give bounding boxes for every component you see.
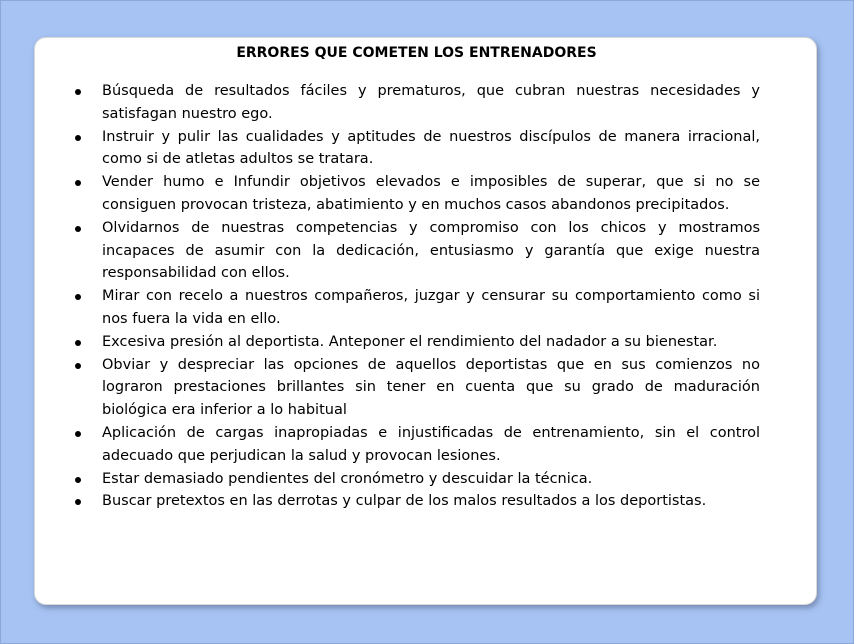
list-item (102, 354, 760, 422)
list-item-text: Aplicación de cargas inapropiadas e injustificadas de entrenamiento, sin el control adecuado que perjudican la salud y provocan lesiones. (102, 424, 760, 464)
bullet-icon (75, 180, 81, 186)
list-item (102, 126, 760, 172)
list-item-text: Mirar con recelo a nuestros compañeros, juzgar y censurar su comportamiento como si nos fuera la vida en ello. (102, 288, 760, 327)
list-item-text: Estar demasiado pendientes del cronómetro y descuidar la técnica. (102, 470, 593, 487)
bullet-icon (75, 135, 81, 141)
page-title: ERRORES QUE COMETEN LOS ENTRENADORES (236, 45, 597, 61)
list-item (102, 171, 760, 217)
list-item-text: Buscar pretextos en las derrotas y culpar de los malos resultados a los deportistas. (102, 493, 707, 510)
list-item (102, 422, 760, 468)
error-list (102, 80, 760, 513)
list-item-text: Excesiva presión al deportista. Anteponer el rendimiento del nadador a su bienestar. (102, 333, 718, 350)
bullet-icon (75, 431, 81, 437)
list-item (102, 285, 760, 331)
bullet-icon (75, 477, 81, 483)
list-item-text: Obviar y despreciar las opciones de aquellos deportistas que en sus comienzos no lograron prestaciones brillantes sin tener en cuenta que su grado de maduración biológica era inferior a lo habitual (102, 356, 760, 419)
bullet-icon (75, 226, 81, 232)
bullet-icon (75, 294, 81, 300)
list-item-text: Olvidarnos de nuestras competencias y compromiso con los chicos y mostramos incapaces de asumir con la dedicación, entusiasmo y garantía que exige nuestra responsabilidad con ellos. (102, 219, 760, 282)
list-item (102, 468, 760, 491)
bullet-icon (75, 499, 81, 505)
list-item (102, 490, 760, 513)
list-item (102, 217, 760, 285)
list-item (102, 331, 760, 354)
bullet-icon (75, 340, 81, 346)
list-item-text: Búsqueda de resultados fáciles y prematuros, que cubran nuestras necesidades y satisfagan nuestro ego. (102, 83, 760, 122)
bullet-icon (75, 89, 81, 95)
list-item-text: Instruir y pulir las cualidades y aptitudes de nuestros discípulos de manera irracional, como si de atletas adultos se tratara. (102, 128, 760, 168)
list-item (102, 80, 760, 126)
bullet-icon (75, 363, 81, 369)
content-card (34, 37, 817, 605)
list-item-text: Vender humo e Infundir objetivos elevados e imposibles de superar, que si no se consiguen provocan tristeza, abatimiento y en muchos casos abandonos precipitados. (102, 174, 760, 213)
